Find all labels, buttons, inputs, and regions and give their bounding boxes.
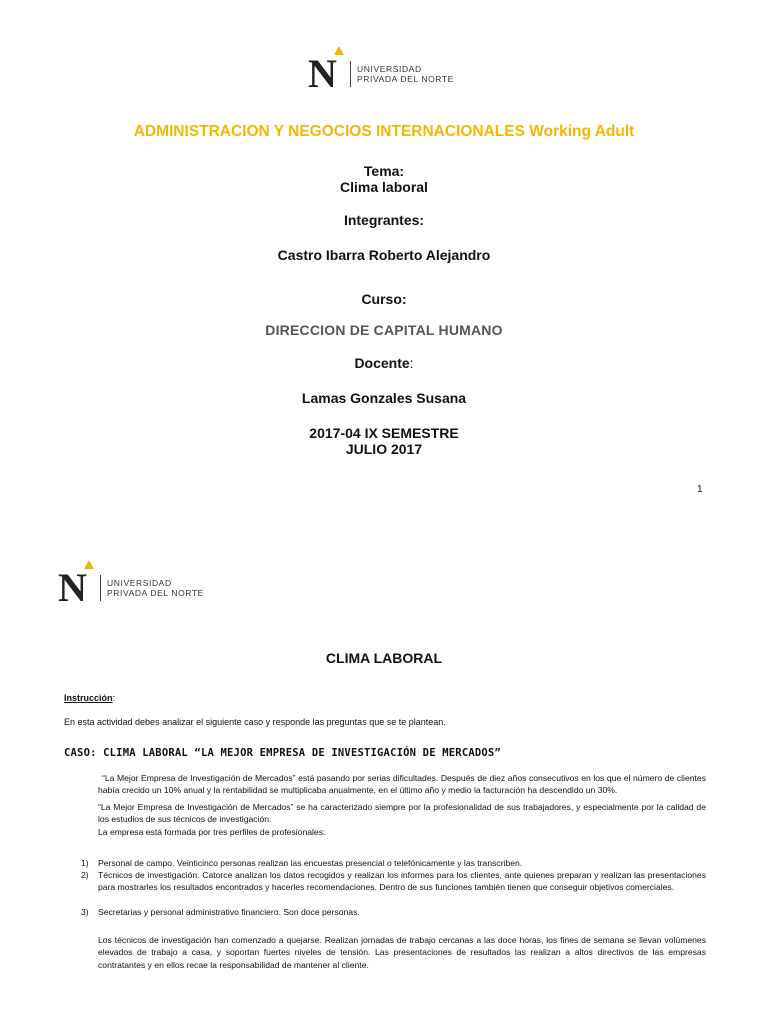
list-item-text: Personal de campo. Veinticinco personas realizan las encuestas presencial o telefónicamente y las transcriben. bbox=[98, 858, 523, 868]
instruccion-heading bbox=[64, 692, 115, 704]
integrantes-label: Integrantes: bbox=[343, 212, 425, 228]
fecha: JULIO 2017 bbox=[345, 441, 423, 457]
docente-colon: : bbox=[409, 355, 414, 371]
docente-heading bbox=[0, 355, 768, 371]
page-number: 1 bbox=[697, 484, 703, 495]
list-item bbox=[81, 869, 706, 894]
instruccion-text: En esta actividad debes analizar el siguiente caso y responde las preguntas que se te plantean. bbox=[64, 717, 446, 727]
case-paragraph-2: “La Mejor Empresa de Investigación de Mercados” se ha caracterizado siempre por la profesionalidad de sus trabajadores, y especialmente por la calidad de los estudios de sus técnicos de investigación. bbox=[98, 802, 706, 825]
university-name-line2: PRIVADA DEL NORTE bbox=[107, 588, 204, 598]
integrante-name: Castro Ibarra Roberto Alejandro bbox=[277, 247, 491, 263]
university-name-line2: PRIVADA DEL NORTE bbox=[357, 74, 454, 84]
list-item-number: 1) bbox=[81, 858, 89, 868]
university-name-line1: UNIVERSIDAD bbox=[357, 64, 422, 74]
list-item-text: Secretarias y personal administrativo financiero. Son doce personas. bbox=[98, 907, 360, 917]
list-item bbox=[81, 906, 706, 918]
program-title: ADMINISTRACION Y NEGOCIOS INTERNACIONALES Working Adult bbox=[133, 123, 635, 140]
list-item-number: 2) bbox=[81, 870, 89, 880]
curso-label: Curso: bbox=[361, 291, 407, 307]
semestre: 2017-04 IX SEMESTRE bbox=[309, 425, 459, 441]
case-paragraph-3: La empresa está formada por tres perfiles de profesionales: bbox=[98, 827, 326, 837]
caso-title: CASO: CLIMA LABORAL “LA MEJOR EMPRESA DE INVESTIGACIÓN DE MERCADOS” bbox=[64, 747, 501, 759]
case-paragraph-4: Los técnicos de investigación han comenzado a quejarse. Realizan jornadas de trabajo cercanas a las doce horas, los fines de semana se llevan volúmenes elevados de trabajo a casa, y soportan fuertes niveles de tensión. Las presentaciones de resultados las realizan a altos directivos de las empresas contratantes y en ellos recae la responsabilidad de mantener al cliente. bbox=[98, 935, 706, 970]
section-title: CLIMA LABORAL bbox=[325, 650, 443, 666]
logo-mark-2: N bbox=[58, 566, 96, 610]
instruccion-colon: : bbox=[112, 693, 116, 703]
curso-value: DIRECCION DE CAPITAL HUMANO bbox=[265, 322, 503, 338]
docente-label: Docente bbox=[354, 355, 410, 371]
tema-value: Clima laboral bbox=[340, 179, 428, 195]
university-logo bbox=[308, 52, 454, 96]
university-name-line1: UNIVERSIDAD bbox=[107, 578, 172, 588]
case-paragraph-1: “La Mejor Empresa de Investigación de Mercados” está pasando por serias dificultades. Después de diez años consecutivos en los que el número de clientes había crecido un 10% anual y la rentabilidad se multiplicaba anualmente, en el último año y medio la facturación ha descendido un 30%. bbox=[98, 773, 706, 796]
list-item bbox=[81, 857, 706, 869]
logo-mark: N bbox=[308, 52, 346, 96]
logo-triangle-icon bbox=[84, 560, 94, 569]
list-item-number: 3) bbox=[81, 907, 89, 917]
logo-triangle-icon bbox=[334, 46, 344, 55]
tema-label: Tema: bbox=[363, 163, 405, 179]
instruccion-label: Instrucción bbox=[64, 693, 113, 703]
university-logo-2 bbox=[58, 566, 204, 610]
list-item-text: Técnicos de investigación. Catorce analizan los datos recogidos y realizan los informes para los clientes, ante quienes preparan y realizan las presentaciones para mostrarles los resultados encontrados y hacerles recomendaciones. Dentro de sus funciones también tienen que conseguir objetivos comerciales. bbox=[98, 870, 706, 893]
docente-name: Lamas Gonzales Susana bbox=[301, 390, 467, 406]
